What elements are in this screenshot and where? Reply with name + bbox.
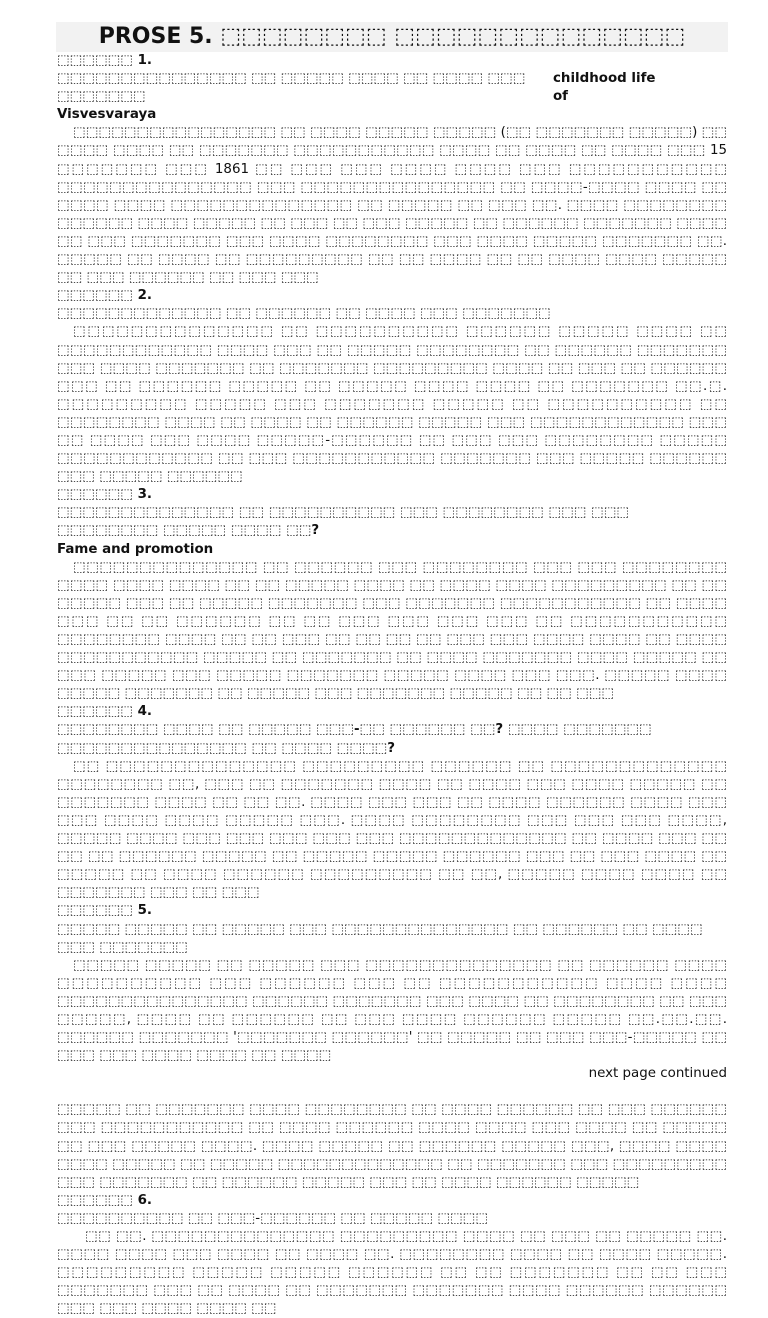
section-question: ⬚⬚⬚⬚⬚⬚⬚⬚⬚⬚ ⬚⬚ ⬚⬚⬚-⬚⬚⬚⬚⬚⬚ ⬚⬚ ⬚⬚⬚⬚⬚ ⬚⬚⬚⬚ [57, 1210, 488, 1226]
section-question: ⬚⬚⬚⬚⬚⬚⬚⬚⬚⬚⬚⬚⬚⬚ ⬚⬚ ⬚⬚⬚⬚⬚⬚⬚⬚⬚⬚ ⬚⬚⬚ ⬚⬚⬚⬚⬚⬚⬚⬚ ⬚⬚⬚ ⬚⬚⬚ ⬚⬚⬚⬚⬚⬚⬚⬚ ⬚⬚⬚⬚⬚ ⬚⬚⬚⬚ ⬚⬚? [57, 505, 629, 539]
section-english-heading-cont: Visvesvaraya [57, 107, 157, 123]
section-body: ⬚⬚⬚⬚⬚⬚⬚⬚⬚⬚⬚⬚⬚⬚⬚⬚ ⬚⬚ ⬚⬚⬚⬚ ⬚⬚⬚⬚⬚ ⬚⬚⬚⬚⬚ (⬚⬚ ⬚⬚⬚⬚⬚⬚⬚ ⬚⬚⬚⬚⬚) ⬚⬚ ⬚⬚⬚⬚ ⬚⬚⬚⬚ ⬚⬚ ⬚⬚⬚⬚⬚⬚⬚ ⬚⬚⬚⬚⬚⬚⬚⬚⬚⬚⬚ ⬚⬚⬚⬚ ⬚⬚ ⬚⬚⬚⬚ ⬚⬚ ⬚⬚⬚⬚ ⬚⬚⬚ 15 ⬚⬚⬚⬚⬚⬚⬚ ⬚⬚⬚ 1861 ⬚⬚ ⬚⬚⬚ ⬚⬚⬚ ⬚⬚⬚⬚ ⬚⬚⬚⬚ ⬚⬚⬚ ⬚⬚⬚⬚⬚⬚⬚⬚⬚⬚⬚ ⬚⬚⬚⬚⬚⬚⬚⬚⬚⬚⬚⬚⬚⬚⬚ ⬚⬚⬚ ⬚⬚⬚⬚⬚⬚⬚⬚⬚⬚⬚⬚⬚⬚⬚ ⬚⬚ ⬚⬚⬚⬚-⬚⬚⬚⬚ ⬚⬚⬚⬚ ⬚⬚ ⬚⬚⬚⬚ ⬚⬚⬚⬚ ⬚⬚⬚⬚⬚⬚⬚⬚⬚⬚⬚⬚⬚⬚ ⬚⬚ ⬚⬚⬚⬚⬚ ⬚⬚ ⬚⬚⬚ ⬚⬚. ⬚⬚⬚⬚ ⬚⬚⬚⬚⬚⬚⬚⬚ ⬚⬚⬚⬚⬚⬚ ⬚⬚⬚⬚ ⬚⬚⬚⬚⬚ ⬚⬚ ⬚⬚⬚ ⬚⬚ ⬚⬚⬚ ⬚⬚⬚⬚⬚ ⬚⬚ ⬚⬚⬚⬚⬚⬚ ⬚⬚⬚⬚⬚⬚⬚ ⬚⬚⬚⬚ ⬚⬚ ⬚⬚⬚ ⬚⬚⬚⬚⬚⬚⬚ ⬚⬚⬚ ⬚⬚⬚⬚ ⬚⬚⬚⬚⬚⬚⬚⬚ ⬚⬚⬚ ⬚⬚⬚⬚ ⬚⬚⬚⬚⬚ ⬚⬚⬚⬚⬚⬚⬚ ⬚⬚. ⬚⬚⬚⬚⬚ ⬚⬚ ⬚⬚⬚⬚ ⬚⬚ ⬚⬚⬚⬚⬚⬚⬚⬚⬚ ⬚⬚ ⬚⬚ ⬚⬚⬚⬚ ⬚⬚ ⬚⬚ ⬚⬚⬚⬚ ⬚⬚⬚⬚ ⬚⬚⬚⬚⬚ ⬚⬚ ⬚⬚⬚ ⬚⬚⬚⬚⬚⬚ ⬚⬚ ⬚⬚⬚ ⬚⬚⬚ [57, 125, 727, 286]
section-label: ⬚⬚⬚⬚⬚⬚ 1. [57, 53, 152, 68]
section-label: ⬚⬚⬚⬚⬚⬚ 4. [57, 704, 152, 720]
continuation-body: ⬚⬚⬚⬚⬚ ⬚⬚ ⬚⬚⬚⬚⬚⬚⬚ ⬚⬚⬚⬚ ⬚⬚⬚⬚⬚⬚⬚⬚ ⬚⬚ ⬚⬚⬚⬚ ⬚⬚⬚⬚⬚⬚ ⬚⬚ ⬚⬚⬚ ⬚⬚⬚⬚⬚⬚ ⬚⬚⬚ ⬚⬚⬚⬚⬚⬚⬚⬚⬚⬚⬚ ⬚⬚ ⬚⬚⬚⬚ ⬚⬚⬚⬚⬚⬚ ⬚⬚⬚⬚ ⬚⬚⬚⬚ ⬚⬚⬚ ⬚⬚⬚⬚ ⬚⬚ ⬚⬚⬚⬚⬚ ⬚⬚ ⬚⬚⬚ ⬚⬚⬚⬚⬚ ⬚⬚⬚⬚. ⬚⬚⬚⬚ ⬚⬚⬚⬚⬚ ⬚⬚ ⬚⬚⬚⬚⬚⬚ ⬚⬚⬚⬚⬚ ⬚⬚⬚, ⬚⬚⬚⬚ ⬚⬚⬚⬚ ⬚⬚⬚⬚ ⬚⬚⬚⬚⬚ ⬚⬚ ⬚⬚⬚⬚⬚ ⬚⬚⬚⬚⬚⬚⬚⬚⬚⬚⬚⬚⬚ ⬚⬚ ⬚⬚⬚⬚⬚⬚⬚ ⬚⬚⬚ ⬚⬚⬚⬚⬚⬚⬚⬚⬚ ⬚⬚⬚ ⬚⬚⬚⬚⬚⬚⬚ ⬚⬚ ⬚⬚⬚⬚⬚⬚ ⬚⬚⬚⬚⬚ ⬚⬚⬚ ⬚⬚ ⬚⬚⬚⬚ ⬚⬚⬚⬚⬚⬚ ⬚⬚⬚⬚⬚ [57, 1102, 727, 1190]
document-body [57, 52, 727, 1318]
section-label: ⬚⬚⬚⬚⬚⬚ 2. [57, 288, 152, 304]
section-question: ⬚⬚⬚⬚⬚⬚⬚⬚⬚⬚⬚⬚⬚ ⬚⬚ ⬚⬚⬚⬚⬚⬚ ⬚⬚ ⬚⬚⬚⬚ ⬚⬚⬚ ⬚⬚⬚⬚⬚⬚⬚ [57, 306, 551, 322]
section-question: ⬚⬚⬚⬚⬚⬚⬚⬚ ⬚⬚⬚⬚ ⬚⬚ ⬚⬚⬚⬚⬚ ⬚⬚⬚-⬚⬚ ⬚⬚⬚⬚⬚⬚ ⬚⬚? ⬚⬚⬚⬚ ⬚⬚⬚⬚⬚⬚⬚ ⬚⬚⬚⬚⬚⬚⬚⬚⬚⬚⬚⬚⬚⬚⬚ ⬚⬚ ⬚⬚⬚⬚ ⬚⬚⬚⬚? [57, 722, 652, 756]
section-body: ⬚⬚⬚⬚⬚ ⬚⬚⬚⬚⬚ ⬚⬚ ⬚⬚⬚⬚⬚ ⬚⬚⬚ ⬚⬚⬚⬚⬚⬚⬚⬚⬚⬚⬚⬚⬚⬚ ⬚⬚ ⬚⬚⬚⬚⬚⬚ ⬚⬚⬚⬚ ⬚⬚⬚⬚⬚⬚⬚⬚⬚⬚ ⬚⬚⬚ ⬚⬚⬚⬚⬚⬚ ⬚⬚⬚ ⬚⬚ ⬚⬚⬚⬚⬚⬚⬚⬚⬚⬚⬚ ⬚⬚⬚⬚ ⬚⬚⬚⬚ ⬚⬚⬚⬚⬚⬚⬚⬚⬚⬚⬚⬚⬚⬚⬚ ⬚⬚⬚⬚⬚⬚ ⬚⬚⬚⬚⬚⬚⬚ ⬚⬚⬚ ⬚⬚⬚⬚ ⬚⬚ ⬚⬚⬚⬚⬚⬚⬚⬚ ⬚⬚ ⬚⬚⬚ ⬚⬚⬚⬚⬚, ⬚⬚⬚⬚ ⬚⬚ ⬚⬚⬚⬚⬚⬚ ⬚⬚ ⬚⬚⬚ ⬚⬚⬚⬚ ⬚⬚⬚⬚⬚⬚ ⬚⬚⬚⬚⬚ ⬚⬚.⬚⬚.⬚⬚. ⬚⬚⬚⬚⬚⬚ ⬚⬚⬚⬚⬚⬚⬚ '⬚⬚⬚⬚⬚⬚⬚ ⬚⬚⬚⬚⬚⬚' ⬚⬚ ⬚⬚⬚⬚⬚ ⬚⬚ ⬚⬚⬚ ⬚⬚⬚-⬚⬚⬚⬚⬚ ⬚⬚ ⬚⬚⬚ ⬚⬚⬚ ⬚⬚⬚⬚ ⬚⬚⬚⬚ ⬚⬚ ⬚⬚⬚⬚ [57, 957, 727, 1064]
section-label: ⬚⬚⬚⬚⬚⬚ 5. [57, 903, 152, 919]
section-body: ⬚⬚ ⬚⬚⬚⬚⬚⬚⬚⬚⬚⬚⬚⬚⬚⬚ ⬚⬚⬚⬚⬚⬚⬚⬚⬚ ⬚⬚⬚⬚⬚⬚ ⬚⬚ ⬚⬚⬚⬚⬚⬚⬚⬚⬚⬚⬚⬚⬚ ⬚⬚⬚⬚⬚⬚⬚⬚ ⬚⬚, ⬚⬚⬚ ⬚⬚ ⬚⬚⬚⬚⬚⬚⬚ ⬚⬚⬚⬚ ⬚⬚ ⬚⬚⬚⬚ ⬚⬚⬚ ⬚⬚⬚⬚ ⬚⬚⬚⬚⬚ ⬚⬚ ⬚⬚⬚⬚⬚⬚⬚ ⬚⬚⬚⬚ ⬚⬚ ⬚⬚ ⬚⬚. ⬚⬚⬚⬚ ⬚⬚⬚ ⬚⬚⬚ ⬚⬚ ⬚⬚⬚⬚ ⬚⬚⬚⬚⬚⬚ ⬚⬚⬚⬚ ⬚⬚⬚ ⬚⬚⬚ ⬚⬚⬚⬚ ⬚⬚⬚⬚ ⬚⬚⬚⬚⬚ ⬚⬚⬚. ⬚⬚⬚⬚ ⬚⬚⬚⬚⬚⬚⬚⬚ ⬚⬚⬚ ⬚⬚⬚ ⬚⬚⬚ ⬚⬚⬚⬚, ⬚⬚⬚⬚⬚ ⬚⬚⬚⬚ ⬚⬚⬚ ⬚⬚⬚ ⬚⬚⬚ ⬚⬚⬚ ⬚⬚⬚ ⬚⬚⬚⬚⬚⬚⬚⬚⬚⬚⬚⬚⬚ ⬚⬚ ⬚⬚⬚⬚ ⬚⬚⬚ ⬚⬚ ⬚⬚ ⬚⬚ ⬚⬚⬚⬚⬚⬚ ⬚⬚⬚⬚⬚ ⬚⬚ ⬚⬚⬚⬚⬚ ⬚⬚⬚⬚⬚ ⬚⬚⬚⬚⬚⬚ ⬚⬚⬚ ⬚⬚ ⬚⬚⬚ ⬚⬚⬚⬚ ⬚⬚ ⬚⬚⬚⬚⬚ ⬚⬚ ⬚⬚⬚⬚ ⬚⬚⬚⬚⬚⬚ ⬚⬚⬚⬚⬚⬚⬚⬚⬚ ⬚⬚ ⬚⬚, ⬚⬚⬚⬚⬚ ⬚⬚⬚⬚ ⬚⬚⬚⬚ ⬚⬚ ⬚⬚⬚⬚⬚⬚⬚ ⬚⬚⬚ ⬚⬚ ⬚⬚⬚ [57, 758, 727, 901]
continued-note: next page continued [588, 1066, 727, 1082]
section-label: ⬚⬚⬚⬚⬚⬚ 6. [57, 1192, 152, 1208]
section-body: ⬚⬚ ⬚⬚. ⬚⬚⬚⬚⬚⬚⬚⬚⬚⬚⬚⬚⬚⬚ ⬚⬚⬚⬚⬚⬚⬚⬚⬚ ⬚⬚⬚⬚ ⬚⬚ ⬚⬚⬚ ⬚⬚ ⬚⬚⬚⬚⬚ ⬚⬚. ⬚⬚⬚⬚ ⬚⬚⬚⬚ ⬚⬚⬚ ⬚⬚⬚⬚ ⬚⬚ ⬚⬚⬚⬚ ⬚⬚. ⬚⬚⬚⬚⬚⬚⬚⬚ ⬚⬚⬚⬚ ⬚⬚ ⬚⬚⬚⬚ ⬚⬚⬚⬚⬚. ⬚⬚⬚⬚⬚⬚⬚⬚⬚ ⬚⬚⬚⬚⬚ ⬚⬚⬚⬚⬚ ⬚⬚⬚⬚⬚⬚ ⬚⬚ ⬚⬚ ⬚⬚⬚⬚⬚⬚⬚ ⬚⬚ ⬚⬚ ⬚⬚⬚ ⬚⬚⬚⬚⬚⬚⬚ ⬚⬚⬚ ⬚⬚ ⬚⬚⬚⬚ ⬚⬚ ⬚⬚⬚⬚⬚⬚⬚ ⬚⬚⬚⬚⬚⬚⬚ ⬚⬚⬚⬚ ⬚⬚⬚⬚⬚⬚ ⬚⬚⬚⬚⬚⬚ ⬚⬚⬚ ⬚⬚⬚ ⬚⬚⬚⬚ ⬚⬚⬚⬚ ⬚⬚ [57, 1229, 727, 1317]
page-title: PROSE 5. ⬚⬚⬚⬚⬚⬚⬚⬚ ⬚⬚⬚⬚⬚⬚⬚⬚⬚⬚⬚⬚⬚⬚ [56, 22, 728, 52]
section-question-line [57, 70, 727, 106]
section-body: ⬚⬚⬚⬚⬚⬚⬚⬚⬚⬚⬚⬚⬚⬚ ⬚⬚ ⬚⬚⬚⬚⬚⬚ ⬚⬚⬚ ⬚⬚⬚⬚⬚⬚⬚⬚ ⬚⬚⬚ ⬚⬚⬚ ⬚⬚⬚⬚⬚⬚⬚⬚ ⬚⬚⬚⬚ ⬚⬚⬚⬚ ⬚⬚⬚⬚ ⬚⬚ ⬚⬚ ⬚⬚⬚⬚⬚ ⬚⬚⬚⬚ ⬚⬚ ⬚⬚⬚⬚ ⬚⬚⬚⬚ ⬚⬚⬚⬚⬚⬚⬚⬚⬚ ⬚⬚ ⬚⬚ ⬚⬚⬚⬚⬚ ⬚⬚⬚ ⬚⬚ ⬚⬚⬚⬚⬚ ⬚⬚⬚⬚⬚⬚⬚ ⬚⬚⬚ ⬚⬚⬚⬚⬚⬚⬚ ⬚⬚⬚⬚⬚⬚⬚⬚⬚⬚⬚ ⬚⬚ ⬚⬚⬚⬚ ⬚⬚⬚ ⬚⬚ ⬚⬚ ⬚⬚⬚⬚⬚⬚ ⬚⬚ ⬚⬚ ⬚⬚⬚ ⬚⬚⬚ ⬚⬚⬚ ⬚⬚⬚ ⬚⬚ ⬚⬚⬚⬚⬚⬚⬚⬚⬚⬚⬚ ⬚⬚⬚⬚⬚⬚⬚⬚ ⬚⬚⬚⬚ ⬚⬚ ⬚⬚ ⬚⬚⬚ ⬚⬚ ⬚⬚ ⬚⬚ ⬚⬚ ⬚⬚⬚ ⬚⬚⬚ ⬚⬚⬚⬚ ⬚⬚⬚⬚ ⬚⬚ ⬚⬚⬚⬚ ⬚⬚⬚⬚⬚⬚⬚⬚⬚⬚⬚ ⬚⬚⬚⬚⬚ ⬚⬚ ⬚⬚⬚⬚⬚⬚⬚ ⬚⬚ ⬚⬚⬚⬚ ⬚⬚⬚⬚⬚⬚⬚ ⬚⬚⬚⬚ ⬚⬚⬚⬚⬚ ⬚⬚ ⬚⬚⬚ ⬚⬚⬚⬚⬚ ⬚⬚⬚ ⬚⬚⬚⬚⬚ ⬚⬚⬚⬚⬚⬚⬚ ⬚⬚⬚⬚⬚ ⬚⬚⬚⬚ ⬚⬚⬚ ⬚⬚⬚. ⬚⬚⬚⬚⬚ ⬚⬚⬚⬚ ⬚⬚⬚⬚⬚ ⬚⬚⬚⬚⬚⬚⬚ ⬚⬚ ⬚⬚⬚⬚⬚ ⬚⬚⬚ ⬚⬚⬚⬚⬚⬚⬚ ⬚⬚⬚⬚⬚ ⬚⬚ ⬚⬚ ⬚⬚⬚ [57, 559, 727, 702]
section-english-heading: Fame and promotion [57, 541, 214, 557]
section-body: ⬚⬚⬚⬚⬚⬚⬚⬚⬚⬚⬚⬚⬚⬚ ⬚⬚ ⬚⬚⬚⬚⬚⬚⬚⬚⬚⬚ ⬚⬚⬚⬚⬚⬚ ⬚⬚⬚⬚⬚ ⬚⬚⬚⬚ ⬚⬚ ⬚⬚⬚⬚⬚⬚⬚⬚⬚⬚⬚⬚ ⬚⬚⬚⬚ ⬚⬚⬚ ⬚⬚ ⬚⬚⬚⬚⬚ ⬚⬚⬚⬚⬚⬚⬚⬚ ⬚⬚ ⬚⬚⬚⬚⬚⬚ ⬚⬚⬚⬚⬚⬚⬚ ⬚⬚⬚ ⬚⬚⬚⬚ ⬚⬚⬚⬚⬚⬚⬚ ⬚⬚ ⬚⬚⬚⬚⬚⬚⬚ ⬚⬚⬚⬚⬚⬚⬚⬚⬚ ⬚⬚⬚⬚ ⬚⬚ ⬚⬚⬚ ⬚⬚ ⬚⬚⬚⬚⬚⬚ ⬚⬚⬚ ⬚⬚ ⬚⬚⬚⬚⬚⬚ ⬚⬚⬚⬚⬚ ⬚⬚ ⬚⬚⬚⬚⬚ ⬚⬚⬚⬚ ⬚⬚⬚⬚ ⬚⬚ ⬚⬚⬚⬚⬚⬚⬚ ⬚⬚.⬚. ⬚⬚⬚⬚⬚⬚⬚⬚⬚ ⬚⬚⬚⬚⬚ ⬚⬚⬚ ⬚⬚⬚⬚⬚⬚⬚ ⬚⬚⬚⬚⬚ ⬚⬚ ⬚⬚⬚⬚⬚⬚⬚⬚⬚⬚ ⬚⬚ ⬚⬚⬚⬚⬚⬚⬚⬚ ⬚⬚⬚⬚ ⬚⬚ ⬚⬚⬚⬚ ⬚⬚ ⬚⬚⬚⬚⬚⬚ ⬚⬚⬚⬚⬚ ⬚⬚⬚ ⬚⬚⬚⬚⬚⬚⬚⬚⬚⬚⬚⬚ ⬚⬚⬚ ⬚⬚ ⬚⬚⬚⬚ ⬚⬚⬚ ⬚⬚⬚⬚ ⬚⬚⬚⬚⬚-⬚⬚⬚⬚⬚⬚ ⬚⬚ ⬚⬚⬚ ⬚⬚⬚ ⬚⬚⬚⬚⬚⬚⬚⬚ ⬚⬚⬚⬚⬚ ⬚⬚⬚⬚⬚⬚⬚⬚⬚⬚⬚⬚ ⬚⬚ ⬚⬚⬚ ⬚⬚⬚⬚⬚⬚⬚⬚⬚⬚⬚ ⬚⬚⬚⬚⬚⬚⬚ ⬚⬚⬚ ⬚⬚⬚⬚⬚ ⬚⬚⬚⬚⬚⬚ ⬚⬚⬚ ⬚⬚⬚⬚⬚ ⬚⬚⬚⬚⬚⬚ [57, 324, 727, 485]
section-english-heading: childhood life of [552, 71, 656, 105]
section-question: ⬚⬚⬚⬚⬚ ⬚⬚⬚⬚⬚ ⬚⬚ ⬚⬚⬚⬚⬚ ⬚⬚⬚ ⬚⬚⬚⬚⬚⬚⬚⬚⬚⬚⬚⬚⬚⬚ ⬚⬚ ⬚⬚⬚⬚⬚⬚ ⬚⬚ ⬚⬚⬚⬚ ⬚⬚⬚ ⬚⬚⬚⬚⬚⬚⬚ [57, 921, 703, 955]
section-label: ⬚⬚⬚⬚⬚⬚ 3. [57, 487, 152, 503]
section-question: ⬚⬚⬚⬚⬚⬚⬚⬚⬚⬚⬚⬚⬚⬚⬚ ⬚⬚ ⬚⬚⬚⬚⬚ ⬚⬚⬚⬚ ⬚⬚ ⬚⬚⬚⬚ ⬚⬚⬚ ⬚⬚⬚⬚⬚⬚⬚ [57, 71, 526, 105]
page-gap [57, 1083, 727, 1101]
